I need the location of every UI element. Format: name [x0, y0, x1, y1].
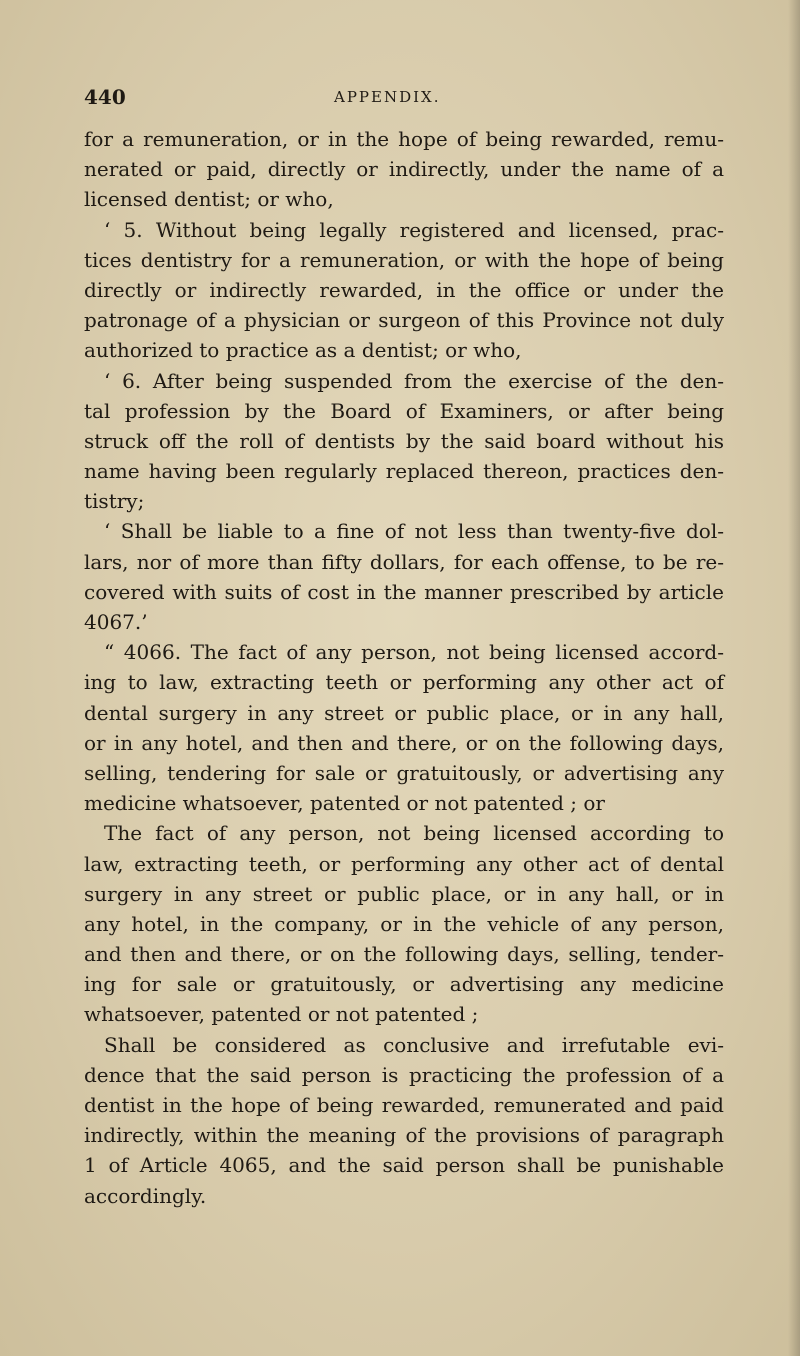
text-line: law, extracting teeth, or performing any other act of dental: [84, 851, 724, 876]
text-line: authorized to practice as a dentist; or who,: [84, 338, 522, 363]
text-line: medicine whatsoever, patented or not patented ; or: [84, 791, 605, 816]
text-line: ‘ 5. Without being legally registered and licensed, prac-: [104, 217, 724, 242]
text-line: for a remuneration, or in the hope of being rewarded, remu-: [84, 127, 724, 151]
page-number: 440: [84, 85, 126, 109]
text-line: ‘ Shall be liable to a fine of not less than twenty-five dol-: [104, 519, 724, 544]
running-head: [84, 82, 724, 112]
text-line: ‘ 6. After being suspended from the exercise of the den-: [104, 368, 724, 393]
text-line: name having been regularly replaced thereon, practices den-: [84, 459, 724, 484]
text-line: accordingly.: [84, 1183, 207, 1208]
text-line: or in any hotel, and then and there, or on the following days,: [84, 730, 724, 755]
text-line: “ 4066. The fact of any person, not being licensed accord-: [104, 640, 724, 665]
text-line: dental surgery in any street or public place, or in any hall,: [84, 700, 724, 725]
text-line: struck off the roll of dentists by the said board without his: [84, 428, 724, 453]
text-line: licensed dentist; or who,: [84, 187, 334, 212]
text-line: surgery in any street or public place, or in any hall, or in: [84, 881, 724, 906]
body-text: [84, 124, 724, 1211]
text-line: nerated or paid, directly or indirectly, under the name of a: [84, 157, 724, 182]
text-line: tices dentistry for a remuneration, or with the hope of being: [84, 247, 724, 272]
text-line: selling, tendering for sale or gratuitously, or advertising any: [84, 760, 724, 785]
text-line: ing to law, extracting teeth or performing any other act of: [84, 670, 724, 695]
text-line: tistry;: [84, 489, 145, 514]
text-line: indirectly, within the meaning of the provisions of paragraph: [84, 1123, 724, 1148]
text-line: 4067.’: [84, 610, 148, 634]
text-line: any hotel, in the company, or in the vehicle of any person,: [84, 911, 724, 936]
text-line: dence that the said person is practicing the profession of a: [84, 1062, 724, 1087]
text-line: whatsoever, patented or not patented ;: [84, 1002, 479, 1027]
running-title: APPENDIX.: [334, 88, 441, 106]
text-line: patronage of a physician or surgeon of this Province not duly: [84, 308, 724, 333]
text-line: tal profession by the Board of Examiners, or after being: [84, 398, 724, 423]
text-line: Shall be considered as conclusive and irrefutable evi-: [104, 1032, 724, 1057]
text-line: The fact of any person, not being licensed according to: [104, 821, 724, 846]
text-line: and then and there, or on the following days, selling, tender-: [84, 942, 724, 967]
text-line: dentist in the hope of being rewarded, remunerated and paid: [84, 1093, 724, 1117]
text-line: covered with suits of cost in the manner prescribed by article: [84, 579, 724, 604]
page-edge-shadow: [788, 0, 800, 1356]
text-line: directly or indirectly rewarded, in the office or under the: [84, 277, 724, 302]
text-line: 1 of Article 4065, and the said person shall be punishable: [84, 1153, 724, 1178]
book-page: [84, 82, 724, 1211]
text-line: ing for sale or gratuitously, or advertising any medicine: [84, 972, 724, 997]
text-line: lars, nor of more than fifty dollars, for each offense, to be re-: [84, 549, 724, 574]
